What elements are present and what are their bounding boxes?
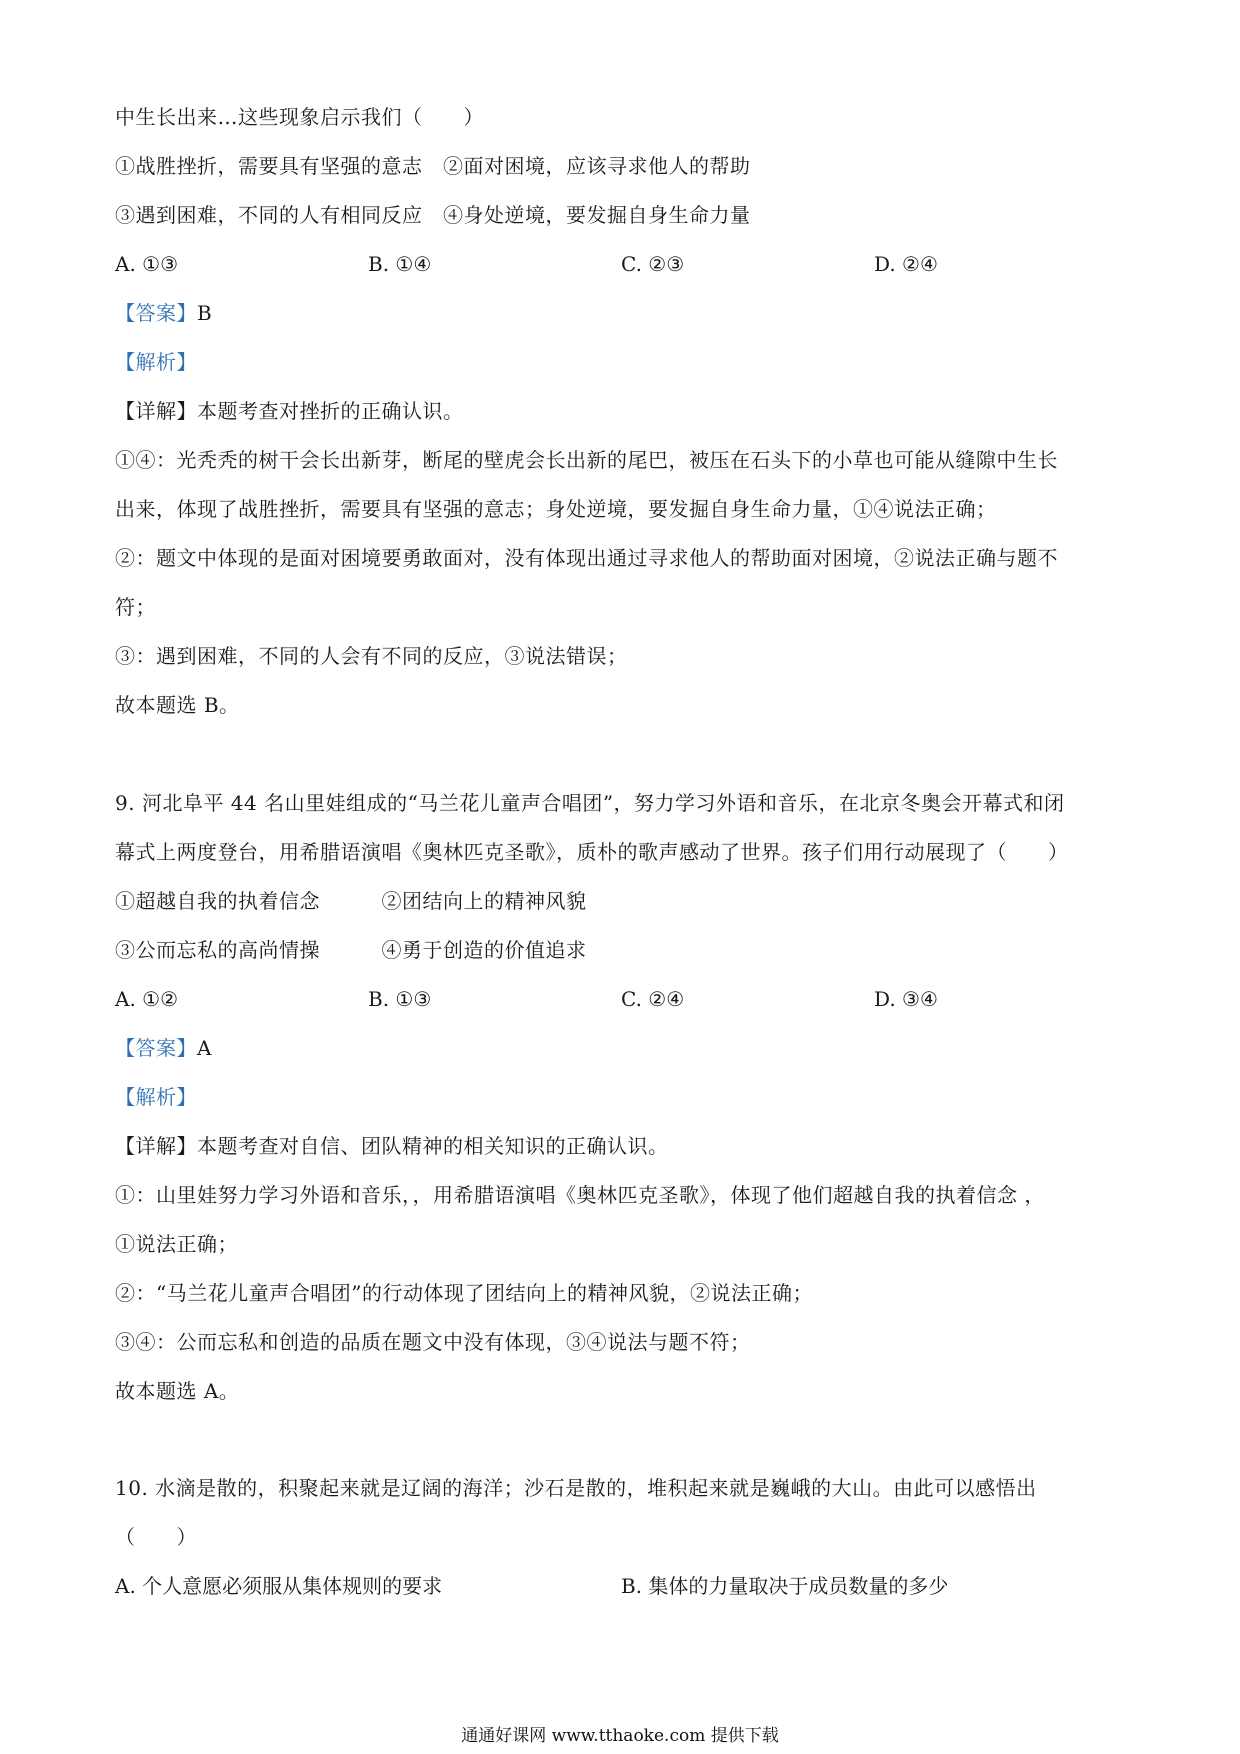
footer-watermark: 通通好课网 www.tthaoke.com 提供下载 <box>461 1726 779 1746</box>
question-8-statement-1-2: ①战胜挫折，需要具有坚强的意志 ②面对困境，应该寻求他人的帮助 <box>115 154 751 178</box>
question-9-statement-3-4: ③公而忘私的高尚情操 ④勇于创造的价值追求 <box>115 938 587 962</box>
question-9-stem: 9. 河北阜平 44 名山里娃组成的“马兰花儿童声合唱团”，努力学习外语和音乐，在北京冬奥会开幕式和闭 <box>115 791 1065 815</box>
question-8-analysis-tag: 【解析】 <box>115 350 197 374</box>
question-9-option-b: B. ①③ <box>368 987 432 1011</box>
question-9-detail-line: ②：“马兰花儿童声合唱团”的行动体现了团结向上的精神风貌，②说法正确； <box>115 1281 813 1305</box>
answer-value: A <box>197 1036 212 1060</box>
question-8-option-a: A. ①③ <box>115 252 179 276</box>
question-8-conclusion: 故本题选 B。 <box>115 693 240 717</box>
question-10-option-b: B. 集体的力量取决于成员数量的多少 <box>621 1574 949 1598</box>
question-9-analysis-tag: 【解析】 <box>115 1085 197 1109</box>
question-10-option-a: A. 个人意愿必须服从集体规则的要求 <box>115 1574 443 1598</box>
question-9-detail-line: ③④：公而忘私和创造的品质在题文中没有体现，③④说法与题不符； <box>115 1330 751 1354</box>
question-9-option-c: C. ②④ <box>621 987 685 1011</box>
question-9-detail-line: ①：山里娃努力学习外语和音乐，，用希腊语演唱《奥林匹克圣歌》，体现了他们超越自我的执着信念 ， <box>115 1183 1045 1207</box>
question-9-stem: 幕式上两度登台，用希腊语演唱《奥林匹克圣歌》，质朴的歌声感动了世界。孩子们用行动展现了（ ） <box>115 840 1069 864</box>
question-9-option-a: A. ①② <box>115 987 179 1011</box>
question-8-stem-end: 中生长出来…这些现象启示我们（ ） <box>115 105 484 129</box>
question-8-detail-line: ①④：光秃秃的树干会长出新芽，断尾的壁虎会长出新的尾巴，被压在石头下的小草也可能从缝隙中生长 <box>115 448 1058 472</box>
question-8-detail-line: ②：题文中体现的是面对困境要勇敢面对，没有体现出通过寻求他人的帮助面对困境，②说法正确与题不 <box>115 546 1058 570</box>
question-10-stem: 10. 水滴是散的，积聚起来就是辽阔的海洋；沙石是散的，堆积起来就是巍峨的大山。由此可以感悟出 <box>115 1476 1037 1500</box>
question-8-option-b: B. ①④ <box>368 252 432 276</box>
question-8-detail-heading: 【详解】本题考查对挫折的正确认识。 <box>115 399 464 423</box>
question-9-answer <box>115 1034 212 1062</box>
answer-tag: 【答案】 <box>115 301 197 325</box>
question-9-statement-1-2: ①超越自我的执着信念 ②团结向上的精神风貌 <box>115 889 587 913</box>
question-8-option-d: D. ②④ <box>874 252 938 276</box>
question-10-bracket: （ ） <box>115 1525 197 1549</box>
question-9-detail-line: ①说法正确； <box>115 1232 238 1256</box>
answer-value: B <box>197 301 213 325</box>
question-8-detail-line: 符； <box>115 595 156 619</box>
question-9-detail-heading: 【详解】本题考查对自信、团队精神的相关知识的正确认识。 <box>115 1134 669 1158</box>
question-8-option-c: C. ②③ <box>621 252 685 276</box>
question-9-conclusion: 故本题选 A。 <box>115 1379 240 1403</box>
question-9-option-d: D. ③④ <box>874 987 938 1011</box>
question-8-answer <box>115 299 212 327</box>
question-8-statement-3-4: ③遇到困难，不同的人有相同反应 ④身处逆境，要发掘自身生命力量 <box>115 203 751 227</box>
question-8-detail-line: 出来，体现了战胜挫折，需要具有坚强的意志；身处逆境，要发掘自身生命力量，①④说法正确； <box>115 497 997 521</box>
answer-tag: 【答案】 <box>115 1036 197 1060</box>
question-8-detail-line: ③：遇到困难，不同的人会有不同的反应，③说法错误； <box>115 644 628 668</box>
